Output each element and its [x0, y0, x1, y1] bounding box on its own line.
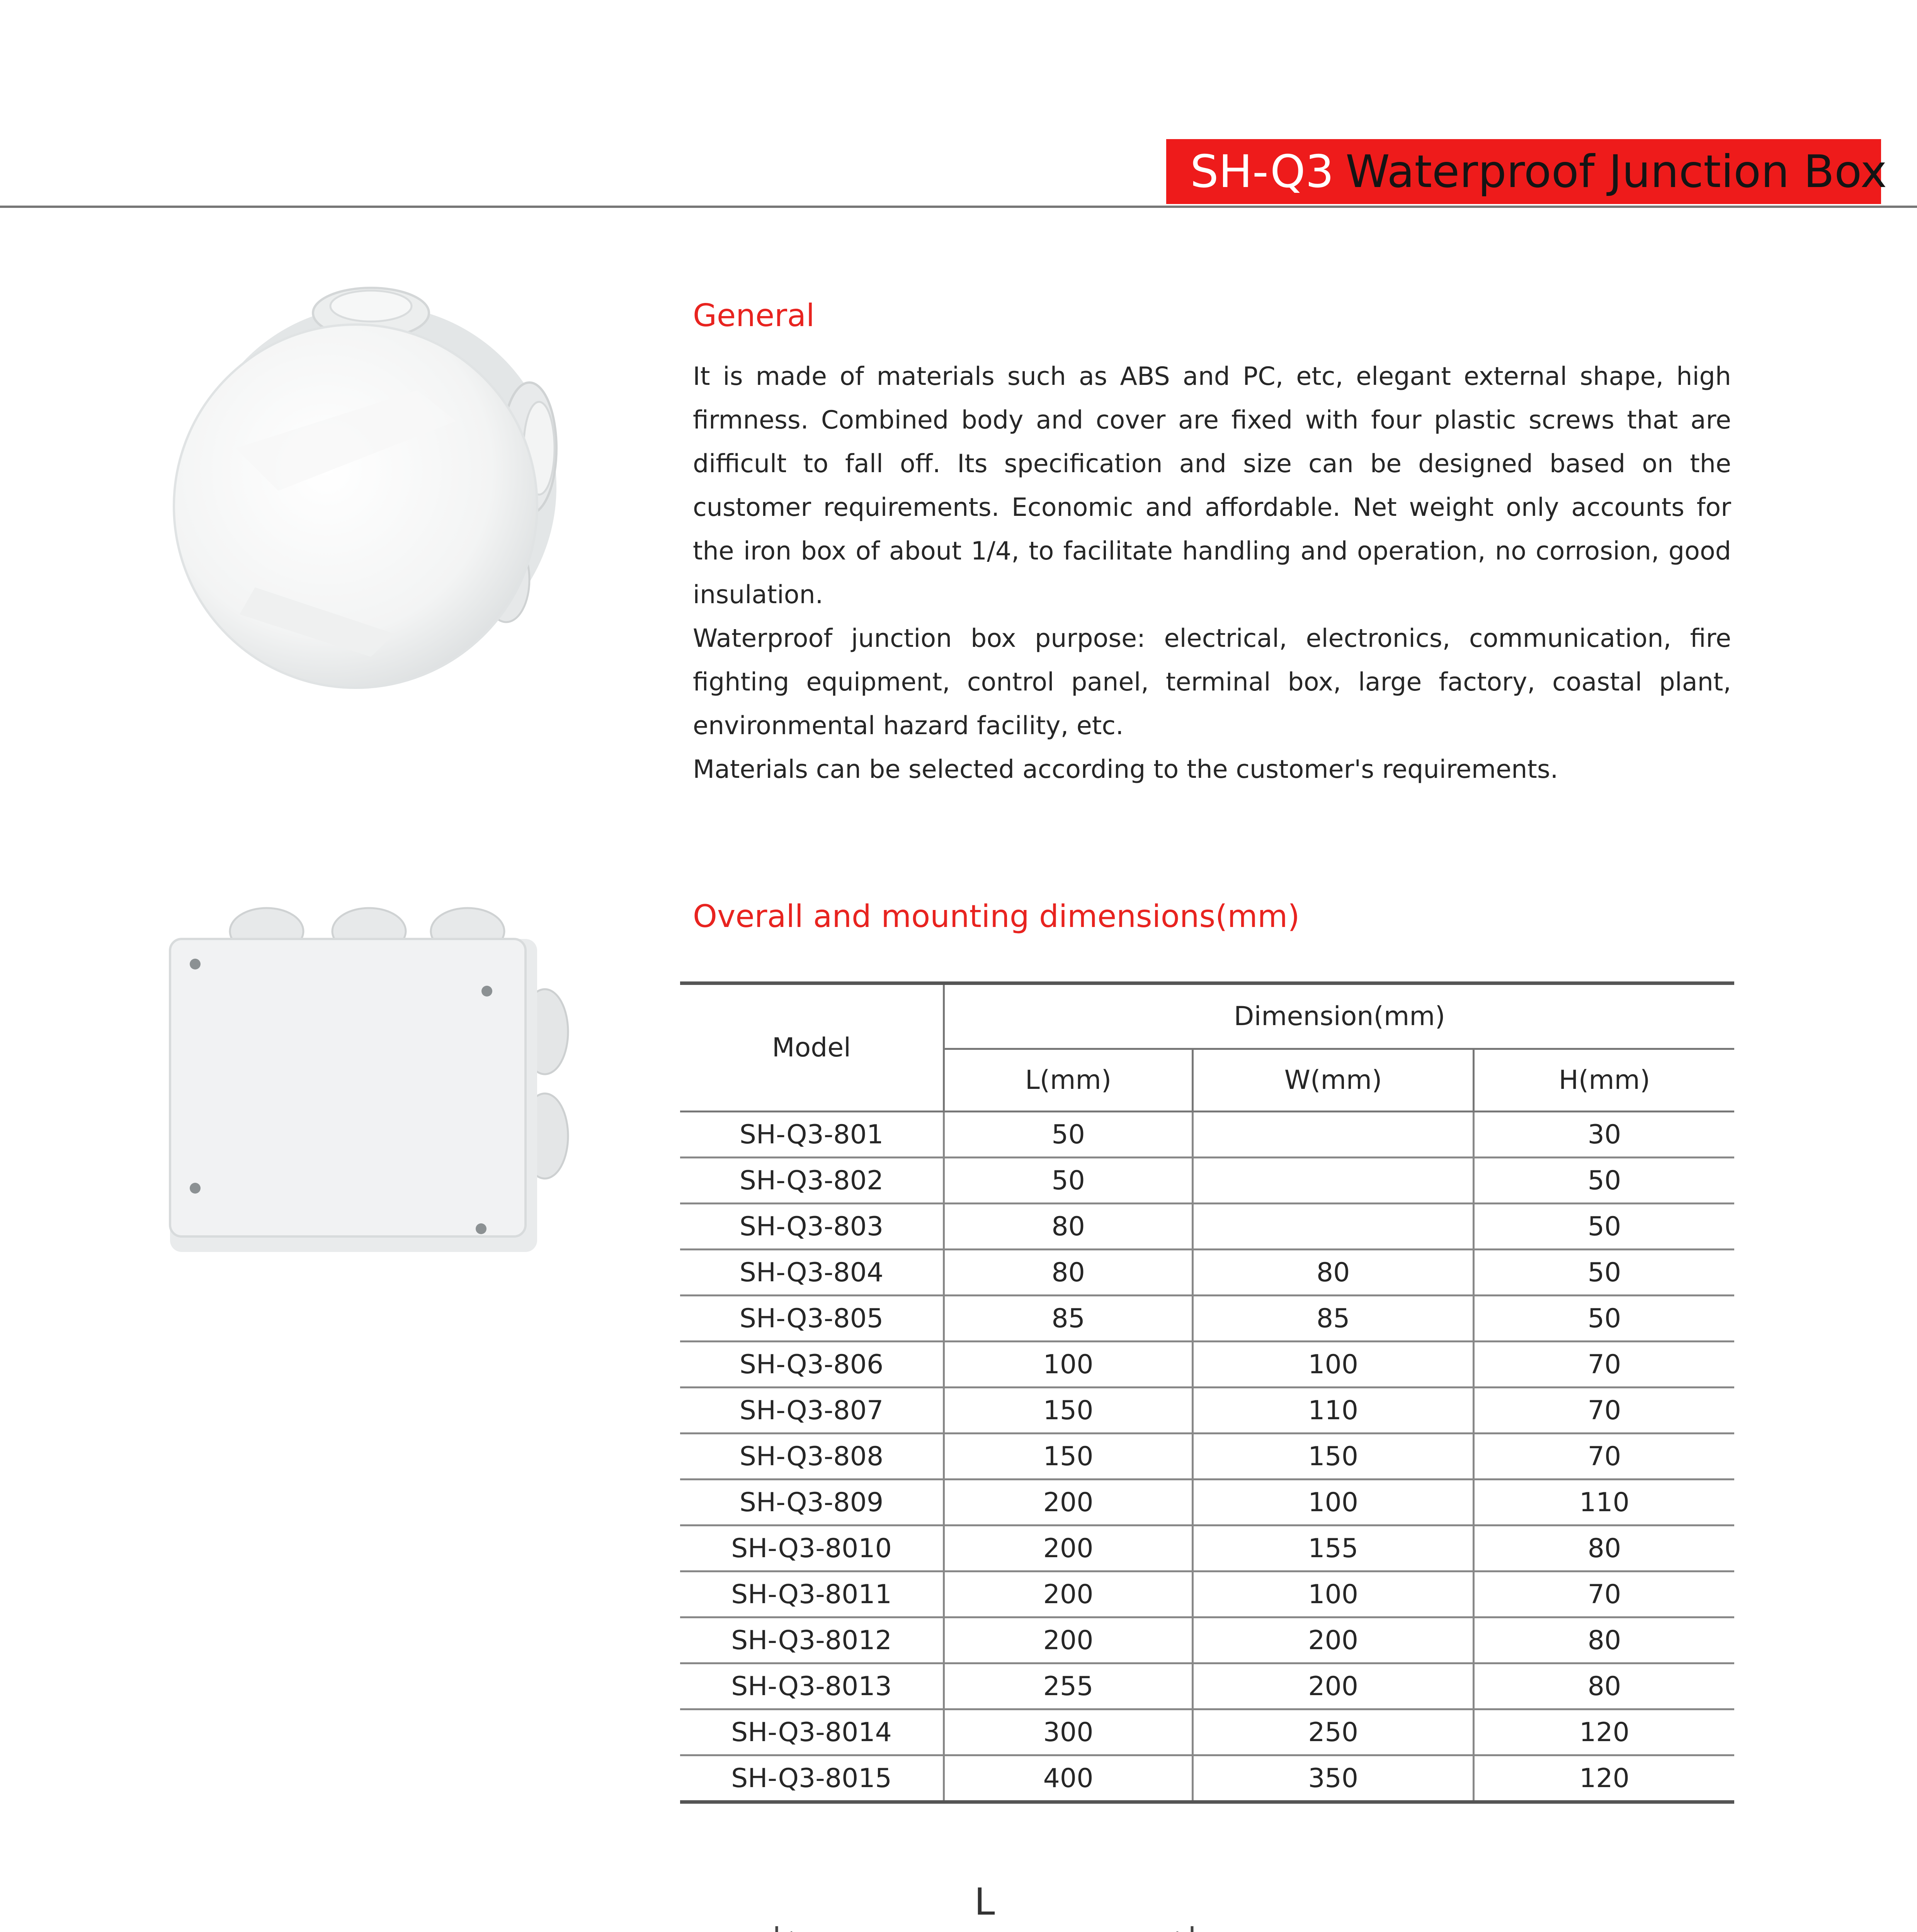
model-cell: SH-Q3-809: [680, 1480, 944, 1526]
length-label: L: [974, 1880, 995, 1923]
height-cell: 70: [1474, 1571, 1734, 1617]
length-cell: 50: [944, 1112, 1193, 1158]
width-cell: 155: [1193, 1526, 1474, 1571]
length-cell: 200: [944, 1617, 1193, 1663]
width-column-header: W(mm): [1193, 1049, 1474, 1112]
width-cell: 350: [1193, 1755, 1474, 1802]
width-cell: 200: [1193, 1663, 1474, 1709]
width-cell: 100: [1193, 1480, 1474, 1526]
model-cell: SH-Q3-8014: [680, 1709, 944, 1755]
model-cell: SH-Q3-805: [680, 1296, 944, 1342]
height-cell: 80: [1474, 1526, 1734, 1571]
width-cell: 110: [1193, 1388, 1474, 1434]
length-cell: 50: [944, 1158, 1193, 1204]
title-text: Waterproof Junction Box: [1345, 145, 1887, 198]
model-cell: SH-Q3-801: [680, 1112, 944, 1158]
height-cell: 70: [1474, 1388, 1734, 1434]
height-cell: 110: [1474, 1480, 1734, 1526]
length-cell: 80: [944, 1250, 1193, 1296]
height-cell: 120: [1474, 1709, 1734, 1755]
model-cell: SH-Q3-8015: [680, 1755, 944, 1802]
dimension-group-header: Dimension(mm): [944, 983, 1735, 1049]
height-cell: 70: [1474, 1434, 1734, 1480]
title-code: SH-Q3: [1190, 145, 1334, 198]
model-cell: SH-Q3-806: [680, 1342, 944, 1388]
height-cell: 50: [1474, 1296, 1734, 1342]
height-column-header: H(mm): [1474, 1049, 1734, 1112]
description-paragraph: It is made of materials such as ABS and PC, etc, elegant external shape, high firmness. Combined body and cover are fixed with four plastic screws that are difficult to fall off. Its specification and size can be designed based on the customer requirements. Economic and affordable. Net weight only accounts for the iron box of about 1/4, to facilitate handling and operation, no corrosion, good insulation.: [693, 362, 1731, 609]
height-cell: 120: [1474, 1755, 1734, 1802]
length-cell: 400: [944, 1755, 1193, 1802]
model-cell: SH-Q3-8011: [680, 1571, 944, 1617]
height-cell: 80: [1474, 1663, 1734, 1709]
model-cell: SH-Q3-8010: [680, 1526, 944, 1571]
length-cell: 150: [944, 1434, 1193, 1480]
height-cell: 30: [1474, 1112, 1734, 1158]
model-cell: SH-Q3-808: [680, 1434, 944, 1480]
model-cell: SH-Q3-802: [680, 1158, 944, 1204]
model-cell: SH-Q3-8013: [680, 1663, 944, 1709]
general-heading: General: [693, 298, 815, 333]
width-cell: 150: [1193, 1434, 1474, 1480]
model-cell: SH-Q3-803: [680, 1204, 944, 1250]
dimensions-heading: Overall and mounting dimensions(mm): [693, 898, 1300, 934]
length-cell: 200: [944, 1526, 1193, 1571]
width-cell: 250: [1193, 1709, 1474, 1755]
height-cell: 80: [1474, 1617, 1734, 1663]
description-paragraph: Materials can be selected according to the customer's requirements.: [693, 755, 1558, 784]
height-cell: 50: [1474, 1250, 1734, 1296]
length-cell: 200: [944, 1571, 1193, 1617]
length-cell: 85: [944, 1296, 1193, 1342]
length-column-header: L(mm): [944, 1049, 1193, 1112]
width-cell: 85: [1193, 1296, 1474, 1342]
height-cell: 70: [1474, 1342, 1734, 1388]
length-cell: 200: [944, 1480, 1193, 1526]
width-cell: 80: [1193, 1250, 1474, 1296]
description-paragraph: Waterproof junction box purpose: electrical, electronics, communication, fire fighting equipment, control panel, terminal box, large factory, coastal plant, environmental hazard facility, etc.: [693, 624, 1731, 740]
height-cell: 50: [1474, 1204, 1734, 1250]
length-cell: 80: [944, 1204, 1193, 1250]
model-cell: SH-Q3-807: [680, 1388, 944, 1434]
length-cell: 100: [944, 1342, 1193, 1388]
width-cell: 100: [1193, 1342, 1474, 1388]
model-cell: SH-Q3-804: [680, 1250, 944, 1296]
model-header: Model: [680, 983, 944, 1112]
length-cell: 255: [944, 1663, 1193, 1709]
height-cell: 50: [1474, 1158, 1734, 1204]
model-cell: SH-Q3-8012: [680, 1617, 944, 1663]
length-cell: 300: [944, 1709, 1193, 1755]
width-cell: 200: [1193, 1617, 1474, 1663]
width-cell: 100: [1193, 1571, 1474, 1617]
length-cell: 150: [944, 1388, 1193, 1434]
